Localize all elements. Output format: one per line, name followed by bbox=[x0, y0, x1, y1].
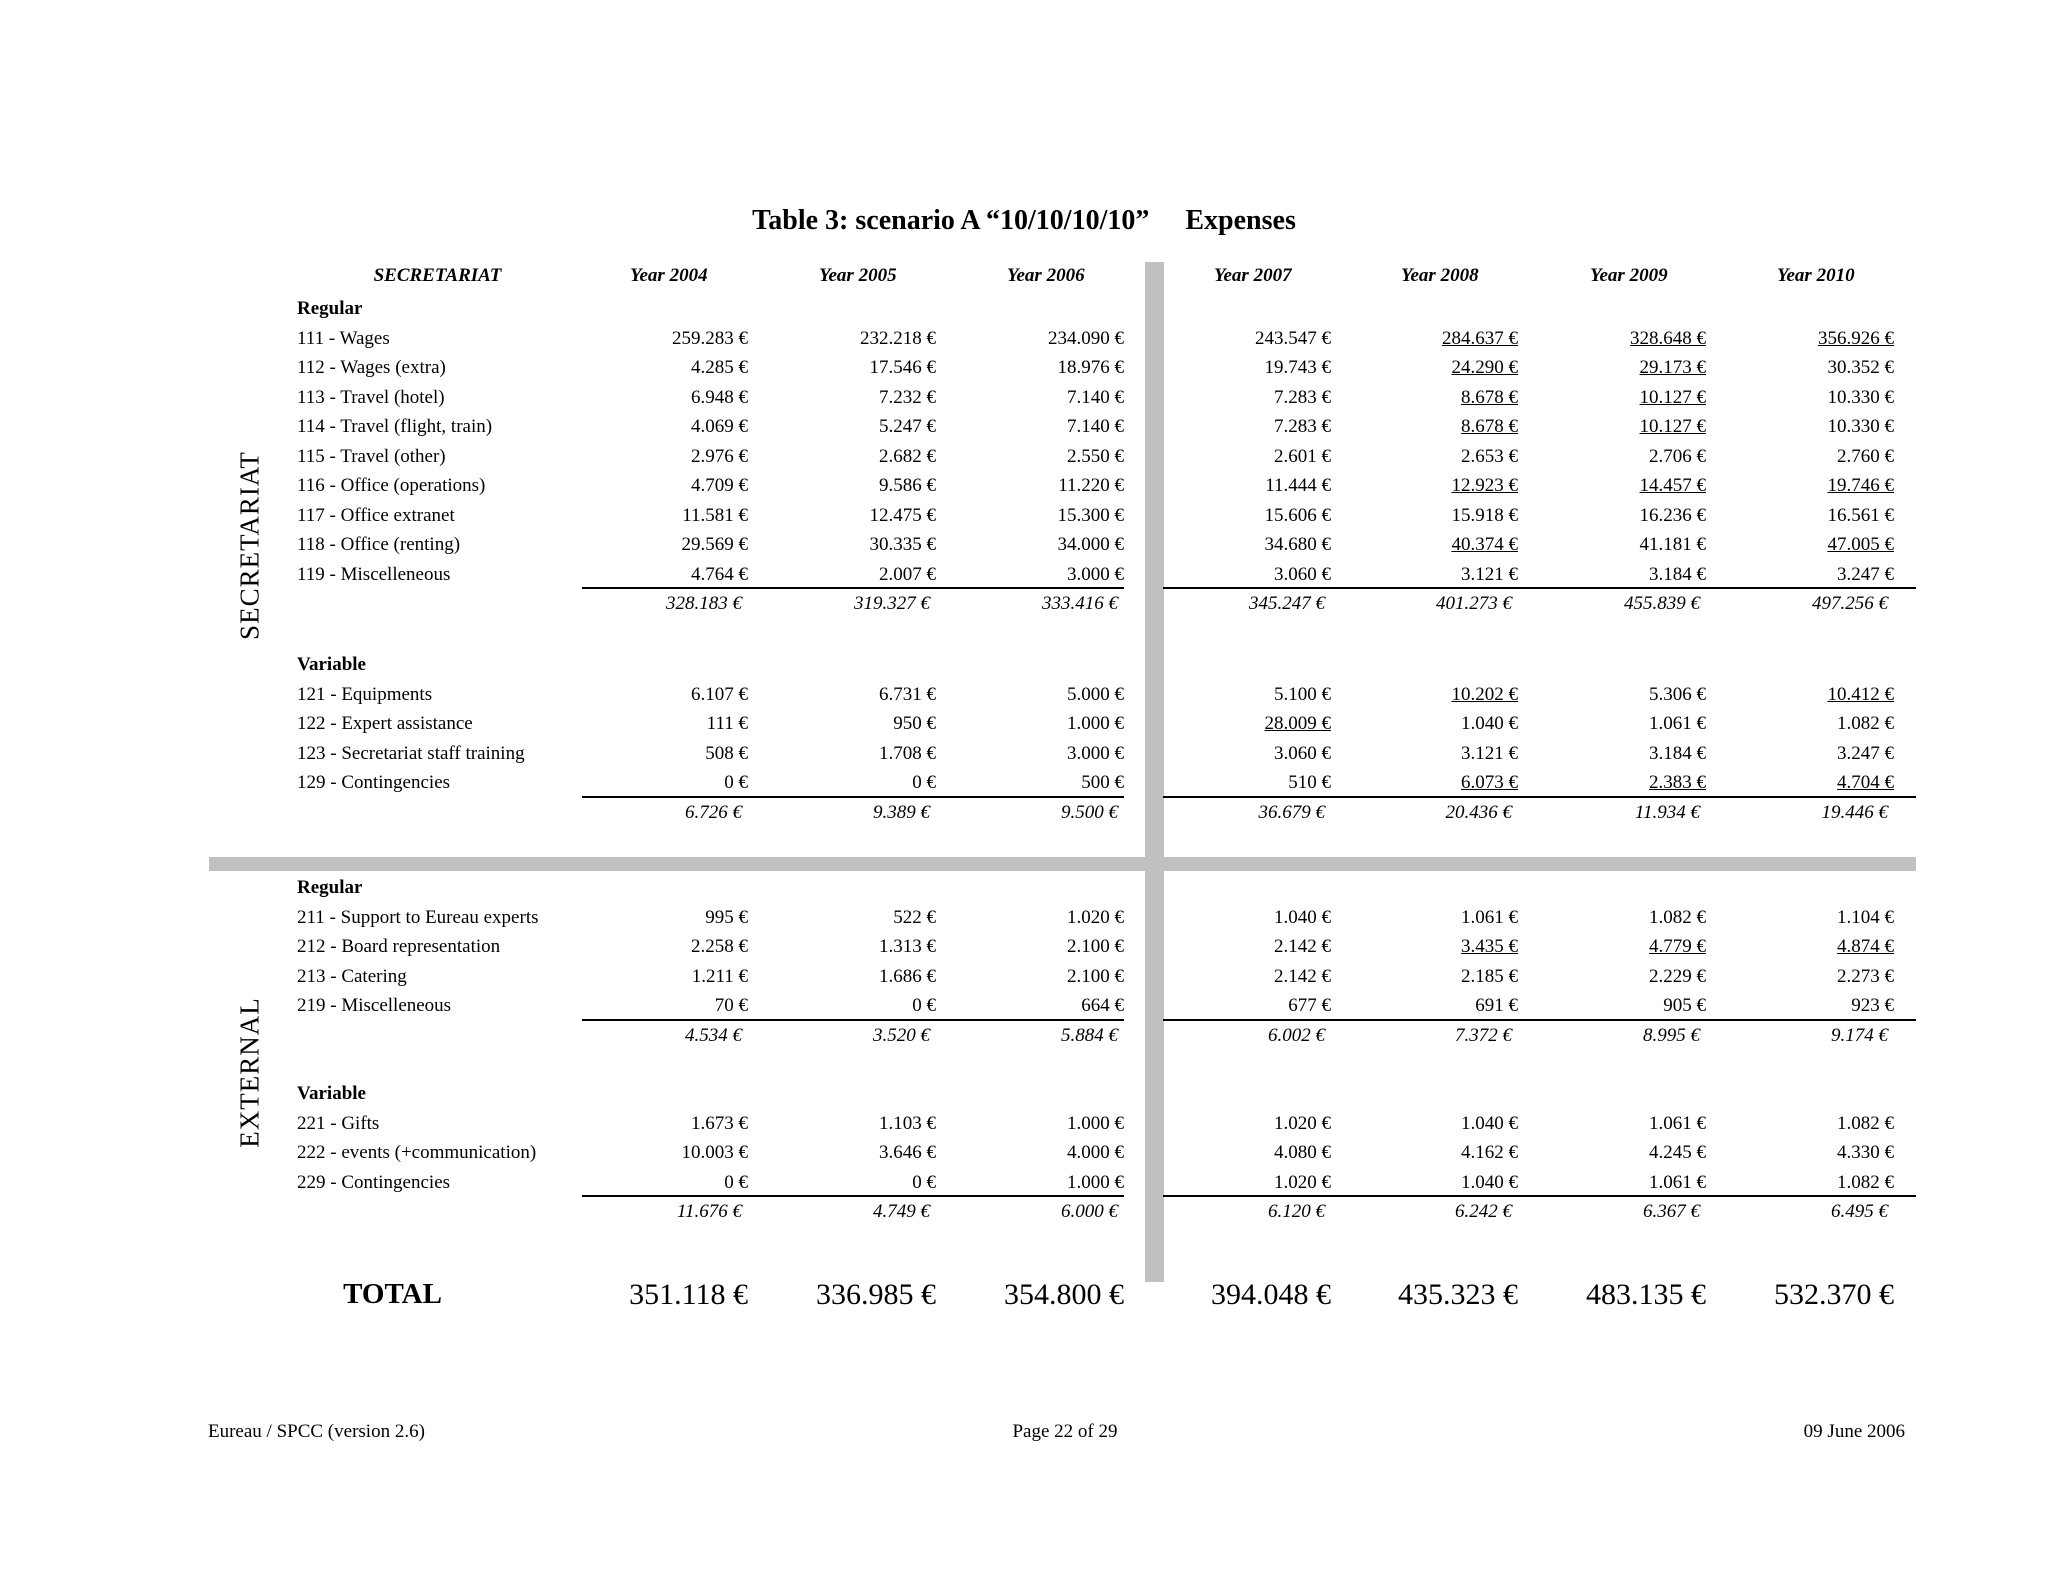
cell-value: 5.306 € bbox=[1649, 683, 1706, 705]
cell-value: 1.082 € bbox=[1649, 906, 1706, 928]
cell-value: 677 € bbox=[1288, 995, 1331, 1016]
subtotal-value: 8.995 € bbox=[1643, 1024, 1700, 1046]
subheading bbox=[0, 294, 2048, 323]
side-label-external: EXTERNAL bbox=[234, 997, 265, 1148]
subtotal-value: 6.000 € bbox=[1061, 1201, 1118, 1222]
cell-value: 3.060 € bbox=[1274, 742, 1331, 764]
cell-value: 34.680 € bbox=[1264, 534, 1331, 555]
table-row bbox=[0, 962, 2048, 991]
subtotal-value: 9.389 € bbox=[873, 801, 930, 823]
cell-value: 4.285 € bbox=[691, 357, 748, 378]
grand-total-value: 351.118 € bbox=[629, 1278, 748, 1311]
footer-page-number: Page 22 of 29 bbox=[1012, 1421, 1118, 1442]
row-label: 113 - Travel (hotel) bbox=[297, 386, 445, 408]
subtotal-value: 6.726 € bbox=[685, 801, 742, 823]
table-row bbox=[0, 903, 2048, 932]
cell-value: 29.569 € bbox=[681, 534, 748, 555]
cell-value: 510 € bbox=[1288, 772, 1331, 793]
cell-value: 24.290 € bbox=[1451, 357, 1518, 378]
cell-value: 2.383 € bbox=[1649, 772, 1706, 793]
cell-value: 47.005 € bbox=[1827, 534, 1894, 555]
cell-value: 15.606 € bbox=[1264, 504, 1331, 526]
cell-value: 1.082 € bbox=[1837, 1112, 1894, 1134]
subtotal-value: 401.273 € bbox=[1436, 593, 1512, 614]
row-label: 118 - Office (renting) bbox=[297, 534, 461, 555]
cell-value: 243.547 € bbox=[1255, 327, 1331, 349]
row-label: 211 - Support to Eureau experts bbox=[297, 906, 539, 928]
cell-value: 30.352 € bbox=[1827, 357, 1894, 378]
cell-value: 16.236 € bbox=[1639, 504, 1706, 526]
row-label: 222 - events (+communication) bbox=[297, 1142, 537, 1163]
cell-value: 284.637 € bbox=[1442, 327, 1518, 349]
cell-value: 7.140 € bbox=[1067, 416, 1124, 437]
cell-value: 0 € bbox=[724, 772, 748, 793]
cell-value: 2.007 € bbox=[879, 563, 936, 585]
row-label: 116 - Office (operations) bbox=[297, 475, 486, 496]
subtotal-value: 497.256 € bbox=[1812, 593, 1888, 614]
cell-value: 15.918 € bbox=[1451, 504, 1518, 526]
table-row bbox=[0, 560, 2048, 589]
cell-value: 70 € bbox=[714, 995, 748, 1016]
cell-value: 1.040 € bbox=[1461, 1112, 1518, 1134]
grand-total-value: 394.048 € bbox=[1211, 1278, 1331, 1311]
section-header: SECRETARIAT bbox=[373, 265, 502, 286]
cell-value: 2.100 € bbox=[1067, 965, 1124, 987]
row-label: 221 - Gifts bbox=[297, 1112, 380, 1134]
table-row bbox=[0, 1138, 2048, 1167]
year-header: Year 2005 bbox=[819, 265, 897, 286]
subheading bbox=[0, 873, 2048, 902]
table-row bbox=[0, 530, 2048, 559]
cell-value: 1.000 € bbox=[1067, 1171, 1124, 1193]
subtotal-value: 345.247 € bbox=[1249, 593, 1325, 614]
subtotal-row bbox=[0, 1021, 2048, 1050]
cell-value: 10.003 € bbox=[681, 1142, 748, 1163]
subtotal-value: 455.839 € bbox=[1624, 593, 1700, 614]
grand-total-value: 336.985 € bbox=[816, 1278, 936, 1311]
horizontal-divider bbox=[209, 857, 1916, 871]
cell-value: 6.107 € bbox=[691, 683, 748, 705]
subtotal-value: 5.884 € bbox=[1061, 1024, 1118, 1046]
cell-value: 40.374 € bbox=[1451, 534, 1518, 555]
row-label: 121 - Equipments bbox=[297, 683, 433, 705]
cell-value: 356.926 € bbox=[1818, 327, 1894, 349]
grand-total-value: 532.370 € bbox=[1774, 1278, 1894, 1311]
subtotal-row bbox=[0, 798, 2048, 827]
table-row bbox=[0, 442, 2048, 471]
cell-value: 995 € bbox=[705, 906, 748, 928]
cell-value: 664 € bbox=[1081, 995, 1124, 1016]
cell-value: 11.581 € bbox=[682, 504, 748, 526]
side-label-secretariat: SECRETARIAT bbox=[234, 451, 265, 640]
year-header: Year 2008 bbox=[1401, 265, 1479, 286]
cell-value: 12.475 € bbox=[869, 504, 936, 526]
subtotal-value: 3.520 € bbox=[873, 1024, 930, 1046]
cell-value: 11.444 € bbox=[1265, 475, 1331, 496]
cell-value: 3.247 € bbox=[1837, 563, 1894, 585]
subtotal-value: 6.367 € bbox=[1643, 1201, 1700, 1222]
row-label: 112 - Wages (extra) bbox=[297, 357, 446, 378]
cell-value: 3.646 € bbox=[879, 1142, 936, 1163]
subheading-label: Variable bbox=[297, 654, 366, 675]
cell-value: 3.060 € bbox=[1274, 563, 1331, 585]
subtotal-value: 4.534 € bbox=[685, 1024, 742, 1046]
cell-value: 1.020 € bbox=[1274, 1112, 1331, 1134]
cell-value: 2.601 € bbox=[1274, 445, 1331, 467]
cell-value: 10.330 € bbox=[1827, 416, 1894, 437]
cell-value: 1.020 € bbox=[1274, 1171, 1331, 1193]
subtotal-value: 4.749 € bbox=[873, 1201, 930, 1222]
cell-value: 1.708 € bbox=[879, 742, 936, 764]
cell-value: 4.779 € bbox=[1649, 936, 1706, 957]
cell-value: 1.104 € bbox=[1837, 906, 1894, 928]
cell-value: 923 € bbox=[1851, 995, 1894, 1016]
cell-value: 3.121 € bbox=[1461, 742, 1518, 764]
cell-value: 2.258 € bbox=[691, 936, 748, 957]
cell-value: 5.000 € bbox=[1067, 683, 1124, 705]
cell-value: 10.330 € bbox=[1827, 386, 1894, 408]
cell-value: 905 € bbox=[1663, 995, 1706, 1016]
cell-value: 4.709 € bbox=[691, 475, 748, 496]
year-header: Year 2010 bbox=[1777, 265, 1855, 286]
table-row bbox=[0, 383, 2048, 412]
table-title: Table 3: scenario A “10/10/10/10” bbox=[752, 205, 1150, 236]
row-label: 111 - Wages bbox=[297, 327, 390, 349]
cell-value: 1.061 € bbox=[1649, 1171, 1706, 1193]
cell-value: 4.330 € bbox=[1837, 1142, 1894, 1163]
cell-value: 1.000 € bbox=[1067, 713, 1124, 734]
row-label: 212 - Board representation bbox=[297, 936, 501, 957]
cell-value: 0 € bbox=[912, 772, 936, 793]
row-label: 122 - Expert assistance bbox=[297, 713, 473, 734]
cell-value: 4.000 € bbox=[1067, 1142, 1124, 1163]
cell-value: 259.283 € bbox=[672, 327, 748, 349]
row-label: 219 - Miscelleneous bbox=[297, 995, 452, 1016]
cell-value: 3.435 € bbox=[1461, 936, 1518, 957]
cell-value: 4.069 € bbox=[691, 416, 748, 437]
table-row bbox=[0, 932, 2048, 961]
cell-value: 950 € bbox=[893, 713, 936, 734]
cell-value: 1.061 € bbox=[1649, 713, 1706, 734]
table-subtitle: Expenses bbox=[1185, 205, 1296, 236]
cell-value: 2.653 € bbox=[1461, 445, 1518, 467]
cell-value: 1.000 € bbox=[1067, 1112, 1124, 1134]
grand-total-value: 483.135 € bbox=[1586, 1278, 1706, 1311]
row-label: 115 - Travel (other) bbox=[297, 445, 446, 467]
cell-value: 2.682 € bbox=[879, 445, 936, 467]
subtotal-value: 9.500 € bbox=[1061, 801, 1118, 823]
year-header: Year 2007 bbox=[1214, 265, 1292, 286]
subtotal-value: 328.183 € bbox=[666, 593, 742, 614]
subtotal-value: 11.676 € bbox=[676, 1201, 742, 1222]
cell-value: 2.100 € bbox=[1067, 936, 1124, 957]
cell-value: 7.140 € bbox=[1067, 386, 1124, 408]
subtotal-value: 6.242 € bbox=[1455, 1201, 1512, 1222]
row-label: 114 - Travel (flight, train) bbox=[297, 416, 493, 437]
cell-value: 3.247 € bbox=[1837, 742, 1894, 764]
cell-value: 3.000 € bbox=[1067, 742, 1124, 764]
row-label: 119 - Miscelleneous bbox=[297, 563, 451, 585]
cell-value: 2.273 € bbox=[1837, 965, 1894, 987]
cell-value: 10.127 € bbox=[1639, 416, 1706, 437]
cell-value: 7.283 € bbox=[1274, 386, 1331, 408]
cell-value: 232.218 € bbox=[860, 327, 936, 349]
cell-value: 4.162 € bbox=[1461, 1142, 1518, 1163]
grand-total-value: 435.323 € bbox=[1398, 1278, 1518, 1311]
table-row bbox=[0, 471, 2048, 500]
grand-total-value: 354.800 € bbox=[1004, 1278, 1124, 1311]
year-header: Year 2004 bbox=[630, 265, 708, 286]
table-row bbox=[0, 353, 2048, 382]
cell-value: 2.706 € bbox=[1649, 445, 1706, 467]
footer-date: 09 June 2006 bbox=[1803, 1421, 1905, 1442]
cell-value: 7.232 € bbox=[879, 386, 936, 408]
cell-value: 19.746 € bbox=[1827, 475, 1894, 496]
row-label: 213 - Catering bbox=[297, 965, 407, 987]
cell-value: 0 € bbox=[912, 1171, 936, 1193]
cell-value: 3.184 € bbox=[1649, 563, 1706, 585]
cell-value: 5.100 € bbox=[1274, 683, 1331, 705]
subtotal-value: 36.679 € bbox=[1258, 801, 1325, 823]
cell-value: 10.412 € bbox=[1827, 683, 1894, 705]
cell-value: 4.245 € bbox=[1649, 1142, 1706, 1163]
cell-value: 2.142 € bbox=[1274, 965, 1331, 987]
cell-value: 234.090 € bbox=[1048, 327, 1124, 349]
subheading bbox=[0, 1079, 2048, 1108]
cell-value: 10.202 € bbox=[1451, 683, 1518, 705]
subtotal-value: 6.002 € bbox=[1268, 1024, 1325, 1046]
cell-value: 14.457 € bbox=[1639, 475, 1706, 496]
subtotal-value: 333.416 € bbox=[1042, 593, 1118, 614]
row-label: 229 - Contingencies bbox=[297, 1171, 451, 1193]
cell-value: 2.550 € bbox=[1067, 445, 1124, 467]
cell-value: 34.000 € bbox=[1057, 534, 1124, 555]
subtotal-value: 6.495 € bbox=[1831, 1201, 1888, 1222]
cell-value: 1.103 € bbox=[879, 1112, 936, 1134]
table-row bbox=[0, 1168, 2048, 1197]
subheading-label: Regular bbox=[297, 298, 363, 319]
cell-value: 4.080 € bbox=[1274, 1142, 1331, 1163]
subtotal-value: 20.436 € bbox=[1445, 801, 1512, 823]
cell-value: 3.184 € bbox=[1649, 742, 1706, 764]
table-row bbox=[0, 991, 2048, 1020]
table-row bbox=[0, 768, 2048, 797]
cell-value: 6.073 € bbox=[1461, 772, 1518, 793]
table-row bbox=[0, 739, 2048, 768]
cell-value: 11.220 € bbox=[1058, 475, 1124, 496]
cell-value: 1.313 € bbox=[879, 936, 936, 957]
cell-value: 28.009 € bbox=[1264, 713, 1331, 734]
cell-value: 5.247 € bbox=[879, 416, 936, 437]
cell-value: 6.948 € bbox=[691, 386, 748, 408]
cell-value: 1.686 € bbox=[879, 965, 936, 987]
subtotal-value: 6.120 € bbox=[1268, 1201, 1325, 1222]
subtotal-value: 9.174 € bbox=[1831, 1024, 1888, 1046]
cell-value: 1.673 € bbox=[691, 1112, 748, 1134]
cell-value: 1.040 € bbox=[1461, 713, 1518, 734]
table-row bbox=[0, 709, 2048, 738]
cell-value: 4.764 € bbox=[691, 563, 748, 585]
subtotal-value: 11.934 € bbox=[1634, 801, 1700, 823]
subtotal-value: 319.327 € bbox=[854, 593, 930, 614]
footer-left: Eureau / SPCC (version 2.6) bbox=[208, 1421, 425, 1442]
table-row bbox=[0, 324, 2048, 353]
cell-value: 6.731 € bbox=[879, 683, 936, 705]
cell-value: 522 € bbox=[893, 906, 936, 928]
subheading-label: Variable bbox=[297, 1083, 366, 1104]
cell-value: 500 € bbox=[1081, 772, 1124, 793]
cell-value: 16.561 € bbox=[1827, 504, 1894, 526]
cell-value: 2.185 € bbox=[1461, 965, 1518, 987]
cell-value: 19.743 € bbox=[1264, 357, 1331, 378]
cell-value: 41.181 € bbox=[1639, 534, 1706, 555]
cell-value: 1.020 € bbox=[1067, 906, 1124, 928]
cell-value: 7.283 € bbox=[1274, 416, 1331, 437]
cell-value: 1.061 € bbox=[1649, 1112, 1706, 1134]
cell-value: 0 € bbox=[912, 995, 936, 1016]
cell-value: 1.082 € bbox=[1837, 713, 1894, 734]
row-label: 129 - Contingencies bbox=[297, 772, 451, 793]
cell-value: 1.211 € bbox=[691, 965, 748, 987]
subheading-label: Regular bbox=[297, 877, 363, 898]
year-header: Year 2006 bbox=[1007, 265, 1085, 286]
table-row bbox=[0, 412, 2048, 441]
cell-value: 0 € bbox=[724, 1171, 748, 1193]
cell-value: 1.040 € bbox=[1274, 906, 1331, 928]
cell-value: 2.229 € bbox=[1649, 965, 1706, 987]
grand-total-label: TOTAL bbox=[343, 1278, 442, 1310]
cell-value: 18.976 € bbox=[1057, 357, 1124, 378]
cell-value: 1.061 € bbox=[1461, 906, 1518, 928]
cell-value: 328.648 € bbox=[1630, 327, 1706, 349]
cell-value: 3.000 € bbox=[1067, 563, 1124, 585]
subtotal-row bbox=[0, 589, 2048, 618]
cell-value: 8.678 € bbox=[1461, 416, 1518, 437]
table-row bbox=[0, 501, 2048, 530]
cell-value: 15.300 € bbox=[1057, 504, 1124, 526]
cell-value: 2.976 € bbox=[691, 445, 748, 467]
cell-value: 9.586 € bbox=[879, 475, 936, 496]
row-label: 123 - Secretariat staff training bbox=[297, 742, 525, 764]
cell-value: 30.335 € bbox=[869, 534, 936, 555]
cell-value: 8.678 € bbox=[1461, 386, 1518, 408]
subheading bbox=[0, 650, 2048, 679]
cell-value: 3.121 € bbox=[1461, 563, 1518, 585]
cell-value: 29.173 € bbox=[1639, 357, 1706, 378]
cell-value: 10.127 € bbox=[1639, 386, 1706, 408]
subtotal-row bbox=[0, 1197, 2048, 1226]
year-header: Year 2009 bbox=[1590, 265, 1668, 286]
cell-value: 12.923 € bbox=[1451, 475, 1518, 496]
cell-value: 111 € bbox=[706, 713, 748, 734]
table-row bbox=[0, 1109, 2048, 1138]
table-row bbox=[0, 680, 2048, 709]
page-title bbox=[0, 205, 2048, 237]
cell-value: 2.142 € bbox=[1274, 936, 1331, 957]
cell-value: 508 € bbox=[705, 742, 748, 764]
cell-value: 4.704 € bbox=[1837, 772, 1894, 793]
cell-value: 2.760 € bbox=[1837, 445, 1894, 467]
cell-value: 1.082 € bbox=[1837, 1171, 1894, 1193]
subtotal-value: 19.446 € bbox=[1821, 801, 1888, 823]
cell-value: 691 € bbox=[1475, 995, 1518, 1016]
cell-value: 17.546 € bbox=[869, 357, 936, 378]
row-label: 117 - Office extranet bbox=[297, 504, 455, 526]
subtotal-value: 7.372 € bbox=[1455, 1024, 1512, 1046]
cell-value: 1.040 € bbox=[1461, 1171, 1518, 1193]
cell-value: 4.874 € bbox=[1837, 936, 1894, 957]
